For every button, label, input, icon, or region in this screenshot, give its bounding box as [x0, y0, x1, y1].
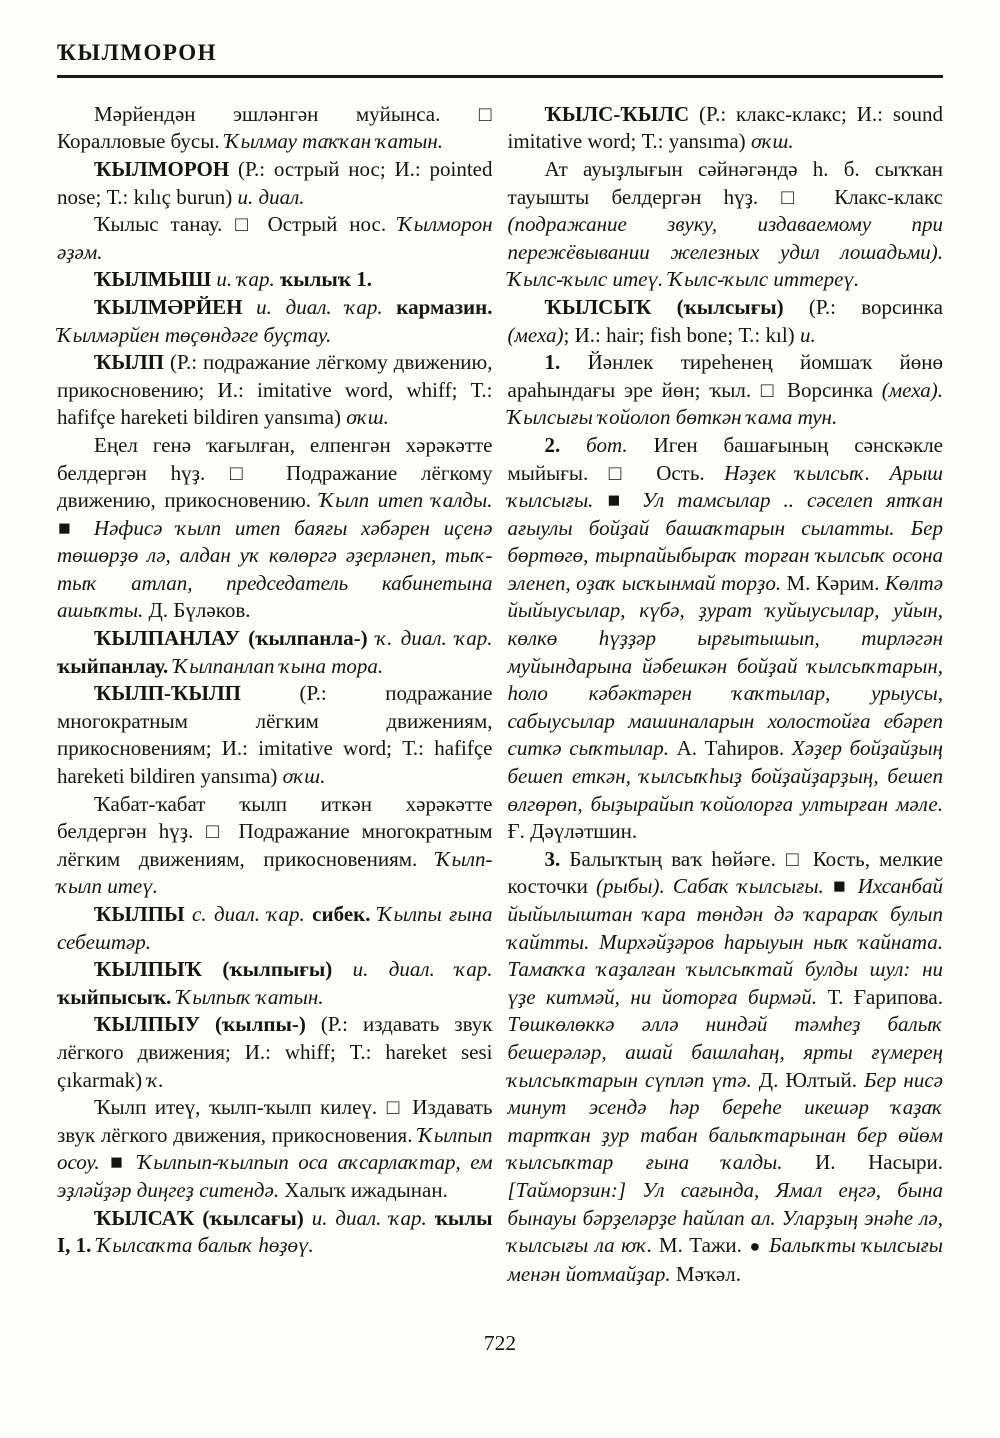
sense-number: 1.	[544, 350, 588, 375]
translation-marker: □	[235, 212, 255, 237]
plain-text: Подражание лёгкому движению, прикосновению.	[57, 460, 493, 513]
italic-text: и. диал. ҡар.	[242, 294, 397, 319]
dictionary-paragraph	[57, 432, 493, 625]
text-columns	[57, 101, 943, 1289]
running-head: ҠЫЛМОРОН	[57, 40, 218, 65]
plain-text: Халыҡ ижадынан.	[279, 1177, 448, 1202]
italic-text: Ҡылп итеп ҡалды.	[319, 488, 493, 513]
plain-text: (Р.: клакс-клакс; И.: sound imitative word; Т.: yansıma)	[507, 101, 943, 154]
dictionary-paragraph	[57, 101, 493, 156]
plain-text: Ҡылыс танау.	[94, 212, 235, 237]
plain-text: Ҡабат-ҡабат ҡылп иткән хәрәкәтте белдергән һүҙ.	[57, 791, 493, 844]
plain-text: (Р.: издавать звук лёгкого движения; И.: whiff; Т.: hareket sesi çıkarmak)	[57, 1012, 493, 1092]
plain-text: Еңел генә ҡағылған, елпенгән хәрәкәтте белдергән һүҙ.	[57, 432, 493, 485]
cross-reference: ҡылыҡ 1.	[280, 267, 373, 292]
italic-text: Ул тамсылар .. сәселеп ятҡан ағыулы бойҙай башаҡтарын сылатты. Бер бөртөгө, тырпайыбыраҡ торған ҡылсыҡ осона эленеп, оҙаҡ ысҡынмай торҙо.	[507, 488, 943, 595]
italic-text: Төшкөлөккә әллә ниндәй тәмһеҙ балыҡ бешерәләр, ашай башлаһаң, ярты ғүмерең ҡылсыҡтарын сүпләп үтә.	[507, 1012, 943, 1092]
cross-reference: ҡыйпысыҡ.	[57, 984, 177, 1009]
dictionary-paragraph	[57, 680, 493, 790]
italic-text: Ҡылсаҡта балыҡ һөҙөү.	[96, 1233, 314, 1258]
plain-text: Балыҡтың ваҡ һөйәге.	[569, 846, 785, 871]
plain-text: Коралловые бусы.	[57, 129, 225, 154]
plain-text: Ғ. Дәүләтшин.	[507, 819, 638, 844]
italic-text: с. диал. ҡар.	[184, 902, 313, 927]
headword: ҠЫЛПЫҠ (ҡылпығы)	[94, 957, 333, 982]
plain-text: И. Насыри.	[782, 1150, 943, 1175]
italic-text: оҡш.	[346, 405, 389, 430]
italic-text: Ихсанбай йыйылыштан ҡара төндән дә ҡарараҡ булып ҡайтты. Мирхәйҙәров һарыуын ныҡ ҡайната. Тамаҡҡа ҡаҙалған ҡылсыҡтай булды шул: ни үҙе китмәй, ни йоторға бирмәй.	[507, 874, 943, 1009]
plain-text: Ҡылп итеү, ҡылп-ҡылп килеү.	[94, 1095, 386, 1120]
cross-reference: сибек.	[312, 902, 378, 927]
headword: ҠЫЛСАҠ (ҡылсағы)	[94, 1205, 304, 1230]
dictionary-paragraph	[57, 1011, 493, 1094]
headword: ҠЫЛП-ҠЫЛП	[94, 681, 241, 706]
plain-text: (Р.: ворсинка	[783, 294, 943, 319]
dictionary-paragraph	[57, 294, 493, 349]
translation-marker: □	[781, 184, 811, 209]
italic-text: (меха)	[507, 322, 564, 347]
italic-text: (рыбы). Сабаҡ ҡылсығы.	[596, 874, 832, 899]
dictionary-paragraph	[57, 211, 493, 266]
dictionary-paragraph	[508, 294, 944, 349]
italic-text: бот.	[586, 432, 654, 457]
plain-text: ; И.: hair; fish bone; Т.: kıl)	[563, 322, 800, 347]
translation-marker: □	[206, 819, 226, 844]
italic-text: и. диал. ҡар.	[303, 1205, 435, 1230]
italic-text: оҡш.	[282, 764, 326, 789]
plain-text: Издавать звук лёгкого движения, прикосновения.	[57, 1095, 493, 1147]
dictionary-paragraph	[508, 846, 944, 1289]
plain-text: (Р.: подражание многократным лёгким движениям, прикосновениям; И.: imitative word; Т.: hafifçe hareketi bildiren yansıma)	[57, 681, 493, 789]
headword: ҠЫЛМОРОН	[94, 156, 230, 181]
quote-marker: ■	[58, 515, 80, 540]
dictionary-paragraph	[508, 349, 944, 432]
plain-text: Д. Бүләков.	[143, 598, 251, 623]
dictionary-paragraph	[57, 156, 493, 211]
italic-text: и. ҡар.	[211, 267, 280, 292]
right-column	[508, 101, 944, 1289]
italic-text: Ҡылпып-ҡылпып оса аҡсарлаҡтар, ем эҙләйҙәр диңгеҙ ситендә.	[57, 1150, 493, 1202]
translation-marker: □	[760, 377, 778, 402]
italic-text: и. диал.	[237, 184, 305, 209]
sense-number: 2.	[544, 432, 587, 457]
page-header	[57, 40, 943, 78]
dictionary-paragraph	[57, 791, 493, 901]
dictionary-paragraph	[57, 625, 493, 680]
italic-text: Көлтә йыйыусылар, күбә, ҙурат ҡуйыусылар, уйын, көлкө һүҙҙәр ырғытышып, тирләгән муйындарына йәбешкән бойҙай ҡылсыҡтарын, һоло кәбәктәрен ҡаҡтылар, урыусы, сабыусылар машиналарын холостойға ебәреп ситкә сыҡтылар.	[507, 570, 944, 761]
quote-marker: ■	[832, 874, 849, 899]
italic-text: и. диал. ҡар.	[332, 957, 493, 982]
dictionary-paragraph	[57, 956, 493, 1011]
headword: ҠЫЛСЫҠ (ҡылсығы)	[544, 294, 784, 319]
plain-text: Ость.	[636, 460, 725, 485]
sense-number: 3.	[544, 846, 570, 871]
italic-text: и.	[799, 322, 816, 347]
plain-text: Т. Ғарипова.	[817, 984, 943, 1009]
plain-text: М. Кәрим.	[781, 570, 885, 595]
italic-text: Ҡылпанлап ҡына тора.	[173, 653, 384, 678]
italic-text: Ҡылморон әҙәм.	[57, 212, 493, 264]
italic-text: Ҡылмау таҡҡан ҡатын.	[224, 129, 444, 154]
plain-text: А. Таһиров.	[668, 736, 792, 761]
headword: ҠЫЛС-ҠЫЛС	[544, 101, 690, 126]
headword: ҠЫЛПАНЛАУ (ҡылпанла-)	[94, 626, 368, 651]
dictionary-paragraph	[57, 1205, 493, 1260]
plain-text: Мәҡәл.	[670, 1261, 741, 1286]
italic-text: оҡш.	[750, 129, 794, 154]
dictionary-paragraph	[57, 349, 493, 432]
italic-text: (меха). Ҡылсығы ҡойолоп бөткән ҡама тун.	[507, 377, 943, 430]
italic-text: Нәҙек ҡылсыҡ. Арыш ҡылсығы.	[507, 460, 944, 513]
dictionary-paragraph	[508, 101, 944, 156]
plain-text: Иген башағының сәнскәкле мыйығы.	[507, 432, 943, 485]
plain-text: (Р.: подражание лёгкому движению, прикосновению; И.: imitative word, whiff; Т.: hafifçe hareketi bildiren yansıma)	[57, 350, 493, 430]
headword: ҠЫЛП	[94, 350, 165, 375]
translation-marker: □	[230, 460, 262, 485]
italic-text: Ҡылмәрйен төҫөндәге буҫтау.	[57, 322, 332, 347]
plain-text: Ворсинка	[778, 377, 882, 402]
italic-text: Хәҙер бойҙайҙың бешеп еткән, ҡылсыҡһыҙ бойҙайҙарҙың, бешеп өлгөрөп, быҙырайып ҡойолорға ултырған мәле.	[507, 736, 943, 816]
plain-text: Ат ауыҙлығын сәйнәгәндә һ. б. сыҡҡан тауышты белдергән һүҙ.	[507, 156, 943, 209]
plain-text: Йәнлек тиреһенең йомшаҡ йөнө араһындағы эре йөн; ҡыл.	[507, 350, 944, 402]
italic-text: Ҡылп-ҡылп итеү.	[57, 846, 493, 899]
cross-reference: ҡыйпанлау.	[57, 653, 174, 678]
italic-text: Нәфисә ҡылп итеп баяғы хәбәрен иҫенә төшөрҙө лә, алдан уҡ көлөргә әҙерләнеп, тыҡ-тыҡ атлап, председатель кабинетына ашыҡты.	[57, 515, 493, 623]
italic-text: Бер нисә минут эсендә һәр береһе икешәр ҡаҙаҡ тартҡан ҙур табан балыҡтарынан бер өйөм ҡылсыҡтар ғына ҡалды.	[507, 1067, 943, 1175]
italic-text: Ҡылпы ғына себештәр.	[57, 902, 493, 954]
translation-marker: □	[608, 460, 636, 485]
dictionary-paragraph	[57, 1094, 493, 1204]
cross-reference: ҡылы I, 1.	[57, 1205, 493, 1258]
italic-text: Ҡылпыҡ ҡатын.	[176, 984, 324, 1009]
quote-marker: ■	[110, 1150, 128, 1175]
proverb-marker: ●	[749, 1236, 762, 1257]
dictionary-paragraph	[508, 156, 944, 294]
dictionary-paragraph	[57, 266, 493, 294]
plain-text: М. Тажи.	[652, 1233, 749, 1258]
headword: ҠЫЛМӘРЙЕН	[94, 294, 243, 319]
header-rule	[57, 75, 943, 78]
quote-marker: ■	[607, 488, 628, 513]
italic-text: ҡ. диал. ҡар.	[367, 626, 493, 651]
italic-text: Балыҡты ҡылсығы менән йотмайҙар.	[507, 1233, 944, 1286]
translation-marker: □	[386, 1095, 403, 1120]
plain-text: Клакс-клакс	[811, 184, 944, 209]
translation-marker: □	[478, 101, 492, 126]
plain-text: Подражание многократным лёгким движениям, прикосновениям.	[57, 819, 493, 871]
left-column	[57, 101, 493, 1289]
italic-text: ҡ.	[147, 1067, 164, 1092]
plain-text: Д. Юлтый.	[751, 1067, 865, 1092]
dictionary-paragraph	[508, 432, 944, 846]
plain-text: (Р.: острый нос; И.: pointed nose; Т.: kılıç burun)	[57, 156, 493, 209]
page-number: 722	[483, 1331, 517, 1355]
plain-text: Острый нос.	[255, 212, 399, 237]
italic-text: (подражание звуку, издаваемому при пережёвывании железных удил лошадьми). Ҡылс-ҡылс итеү. Ҡылс-ҡылс иттереү.	[507, 212, 943, 292]
plain-text: Мәрйендән эшләнгән муйынса.	[94, 101, 478, 126]
headword: ҠЫЛПЫ	[94, 902, 185, 927]
plain-text: Кость, мелкие косточки	[507, 846, 943, 899]
cross-reference: кармазин.	[396, 294, 493, 319]
headword: ҠЫЛПЫУ (ҡылпы-)	[94, 1012, 306, 1037]
italic-text: Ҡылпып осоу.	[57, 1122, 493, 1175]
italic-text: [Тайморзин:] Ул сағында, Ямал еңгә, бына бынауы бәрҙеләрҙе һайлап ал. Уларҙың энәһе лә, ҡылсығы ла юҡ.	[507, 1177, 943, 1258]
headword: ҠЫЛМЫШ	[94, 267, 212, 292]
dictionary-paragraph	[57, 901, 493, 956]
translation-marker: □	[785, 846, 803, 871]
